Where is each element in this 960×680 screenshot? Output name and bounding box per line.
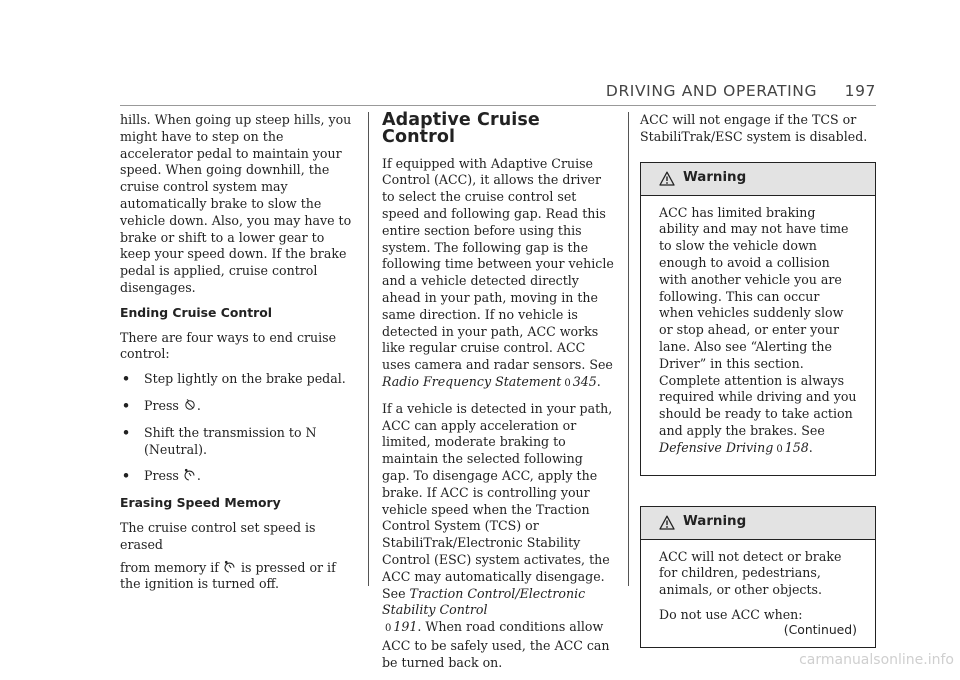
xref-traction-control[interactable]: Traction Control/Electronic Stability Control (382, 585, 586, 618)
erasing-paragraph-2 (120, 560, 352, 594)
continued-label: (Continued) (783, 621, 857, 637)
acc-paragraph-1 (382, 156, 614, 393)
list-item-text: Press (144, 468, 183, 484)
bullet: • (122, 397, 131, 413)
warning-box-2 (640, 506, 876, 648)
warning-body (641, 540, 875, 647)
intro-paragraph: hills. When going up steep hills, you might have to step on the accelerator pedal to maintain your speed. When going downhill, the cruise control system may automatically brake to slow the vehicle down. Also, you may have to brake or shift to a lower gear to keep your speed down. If the brake pedal is applied, cruise control disengages. (120, 112, 352, 295)
column-1 (120, 112, 352, 601)
warning-triangle-icon (659, 171, 675, 186)
paragraph-text: . (596, 373, 601, 389)
page-ref-icon: 0 (564, 377, 571, 389)
section-heading-acc: Adaptive Cruise Control (382, 110, 540, 147)
warning-text (659, 205, 857, 459)
xref-page[interactable]: 345 (572, 373, 597, 389)
list-item-text: Press (144, 397, 183, 413)
page-ref-icon: 0 (385, 623, 392, 635)
paragraph-text: ACC has limited braking ability and may not have time to slow the vehicle down enough to avoid a collision with another vehicle you are following. This can occur when vehicles suddenly slow or stop ahead, or enter your lane. Also see “Alerting the Driver” in this section. Complete attention is always required while driving and you should be ready to take action and apply the brakes. See (659, 204, 857, 438)
warning-text: Do not use ACC when: (659, 606, 803, 622)
header-rule (120, 105, 876, 106)
list-item-text: Step lightly on the brake pedal. (144, 371, 346, 387)
watermark: carmanualsonline.info (799, 652, 954, 668)
warning-text: ACC will not detect or brake for children, pedestrians, animals, or other objects. (659, 548, 842, 598)
paragraph-text: If equipped with Adaptive Cruise Control (ACC), it allows the driver to select the cruise control set speed and following gap. Read this entire section before using this system. The following gap is the following time between your vehicle and a vehicle detected directly ahead in your path, moving in the same direction. If no vehicle is detected in your path, ACC works like regular cruise control. ACC uses camera and radar sensors. See (382, 155, 614, 373)
warning-header (641, 507, 875, 540)
acc-paragraph-2 (382, 401, 614, 672)
xref-defensive-driving[interactable]: Defensive Driving (659, 439, 774, 455)
ending-intro: There are four ways to end cruise control: (120, 329, 337, 362)
bullet: • (122, 371, 131, 387)
warning-triangle-icon (659, 515, 675, 530)
section-title: DRIVING AND OPERATING (605, 82, 818, 100)
list-item-text: Shift the transmission to N (Neutral). (144, 424, 317, 457)
bullet: • (122, 424, 131, 440)
acc-tcs-note: ACC will not engage if the TCS or StabiliTrak/ESC system is disabled. (640, 112, 868, 144)
page-header (606, 82, 876, 100)
list-item-text: . (196, 397, 201, 413)
paragraph-text: . (808, 439, 813, 455)
erasing-speed-heading: Erasing Speed Memory (120, 495, 281, 511)
bullet: • (122, 468, 131, 484)
list-item (120, 398, 352, 415)
warning-label: Warning (683, 170, 747, 186)
column-divider-1 (368, 112, 369, 586)
xref-page[interactable]: 191 (393, 619, 418, 635)
paragraph-text: . When road conditions allow ACC to be safely used, the ACC can be turned back on. (382, 619, 610, 670)
xref-page[interactable]: 158 (784, 439, 809, 455)
xref-radio-frequency[interactable]: Radio Frequency Statement (382, 373, 562, 389)
column-divider-2 (628, 112, 629, 586)
ending-cruise-heading: Ending Cruise Control (120, 304, 272, 320)
erasing-paragraph (120, 520, 352, 554)
warning-label: Warning (683, 514, 747, 530)
list-item (120, 468, 352, 485)
warning-header (641, 163, 875, 196)
page-number: 197 (844, 82, 876, 100)
list-item (120, 371, 352, 388)
list-item (120, 425, 352, 459)
erasing-text: from memory if (120, 559, 223, 575)
cruise-on-off-icon (184, 468, 196, 481)
paragraph-text: If a vehicle is detected in your path, ACC can apply acceleration or limited, moderate braking to maintain the selected following gap. To disengage ACC, apply the brake. If ACC is controlling your vehicle speed when the Traction Control System (TCS) or StabiliTrak/Electronic Stability Control (ESC) system activates, the ACC may automatically disengage. See (382, 400, 613, 601)
ending-methods-list (120, 371, 352, 485)
list-item-text: . (196, 468, 201, 484)
erasing-text: is pressed or if the ignition is turned off. (120, 559, 336, 592)
warning-body (641, 196, 875, 475)
column-3 (640, 112, 876, 648)
warning-box-1 (640, 162, 876, 476)
cruise-cancel-icon (184, 398, 196, 411)
cruise-on-off-icon (224, 560, 236, 573)
erasing-text: The cruise control set speed is erased (120, 519, 316, 552)
column-2 (382, 112, 614, 680)
page-ref-icon: 0 (776, 443, 783, 455)
